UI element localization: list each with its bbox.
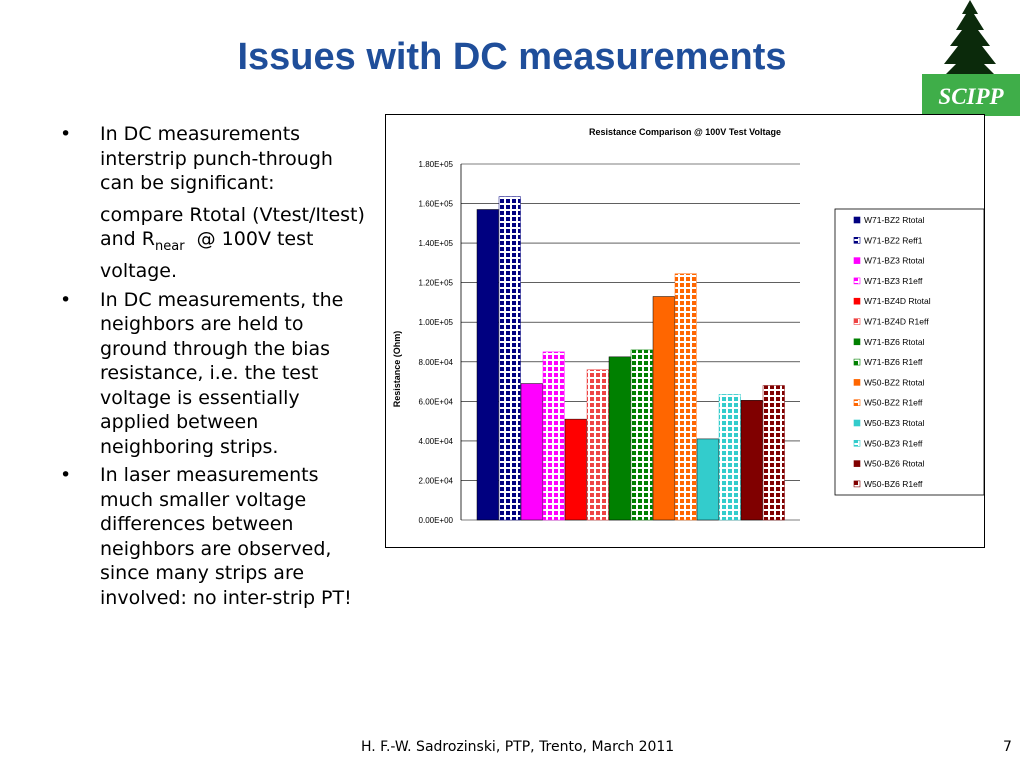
bullet-item [60,463,370,610]
legend-label: W50-BZ6 Rtotal [864,458,925,469]
legend-label: W71-BZ4D R1eff [864,316,929,327]
bar-w50-bz3-r1eff [719,394,741,520]
legend-label: W50-BZ3 Rtotal [864,418,925,428]
bar-w50-bz2-r1eff [675,274,697,520]
bullet-text: compare Rtotal (Vtest/Itest) and R [100,203,365,250]
bullet-dot: • [60,288,72,311]
bar-w50-bz6-rtotal [741,400,763,520]
footer-text: H. F.-W. Sadrozinski, PTP, Trento, March 2011 [361,739,675,755]
y-tick-label: 4.00E+04 [418,436,453,446]
bullet-dot: • [60,123,72,145]
legend-label: W71-BZ3 Rtotal [864,255,925,266]
bar-w71-bz2-rtotal [477,209,499,520]
page-number: 7 [1003,739,1012,755]
bullet-text: In laser measurements much smaller voltage differences between neighbors are observed, since many strips are involved: no inter-strip PT! [100,464,352,609]
bullet-item [60,288,370,460]
bar-w71-bz6-r1eff [631,350,653,520]
bullet-subparagraph [100,203,370,284]
legend-label: W71-BZ6 R1eff [864,357,923,368]
legend-swatch [854,339,860,345]
y-tick-label: 0.00E+00 [418,516,453,525]
legend-label: W50-BZ3 R1eff [864,438,923,449]
y-tick-label: 8.00E+04 [418,357,453,367]
chart-title: Resistance Comparison @ 100V Test Voltage [588,127,782,137]
legend-swatch [854,237,860,243]
legend-label: W71-BZ2 Rtotal [864,215,925,225]
legend-swatch [854,258,860,264]
legend-label: W71-BZ6 Rtotal [864,336,925,347]
bullet-text: In DC measurements interstrip punch-through can be significant: [100,123,333,194]
y-tick-label: 1.20E+05 [418,278,453,288]
legend-box [835,209,984,495]
legend-label: W50-BZ6 R1eff [864,478,923,489]
legend-swatch [854,278,860,284]
bullet-item [60,122,370,284]
y-tick-label: 1.80E+05 [418,160,453,169]
legend-label: W50-BZ2 Rtotal [864,377,925,388]
legend-swatch [854,440,860,446]
y-tick-label: 1.00E+05 [418,318,453,328]
bar-w71-bz3-rtotal [521,384,543,520]
y-axis-label: Resistance (Ohm) [392,330,402,408]
y-tick-label: 1.40E+05 [418,239,453,249]
bullet-list [60,122,370,614]
legend-swatch [854,379,860,385]
resistance-bar-chart [385,114,985,548]
y-tick-label: 2.00E+04 [418,476,453,486]
tree-icon [940,0,1000,84]
legend-swatch [854,420,860,426]
bullet-text: @ 100V test voltage. [100,228,320,283]
legend-swatch [854,359,860,365]
slide-title: Issues with DC measurements [237,36,787,78]
bar-w50-bz6-r1eff [763,386,785,520]
legend-swatch [854,298,860,304]
legend-swatch [854,461,860,467]
legend-label: W50-BZ2 R1eff [864,397,923,408]
bar-w71-bz6-rtotal [609,357,631,520]
legend-label: W71-BZ4D Rtotal [864,296,931,307]
legend-swatch [854,481,860,487]
bar-w71-bz3-r1eff [543,352,565,520]
y-tick-label: 1.60E+05 [418,199,453,209]
bar-w50-bz3-rtotal [697,439,719,520]
legend-swatch [854,217,860,223]
legend-label: W71-BZ2 Reff1 [864,235,923,246]
legend-swatch [854,400,860,406]
legend-label: W71-BZ3 R1eff [864,275,923,286]
bar-w71-bz2-reff1 [499,197,521,520]
logo-text: SCIPP [938,84,1004,109]
bullet-dot: • [60,464,72,487]
bar-w50-bz2-rtotal [653,297,675,520]
scipp-logo [922,0,1020,116]
y-tick-label: 6.00E+04 [418,397,453,407]
legend-swatch [854,319,860,325]
bar-w71-bz4d-rtotal [565,419,587,520]
subscript-near: near [155,238,185,254]
bullet-text: In DC measurements, the neighbors are held to ground through the bias resistance, i.e. the test voltage is essentially applied between neighboring strips. [100,288,344,458]
bar-w71-bz4d-r1eff [587,370,609,520]
